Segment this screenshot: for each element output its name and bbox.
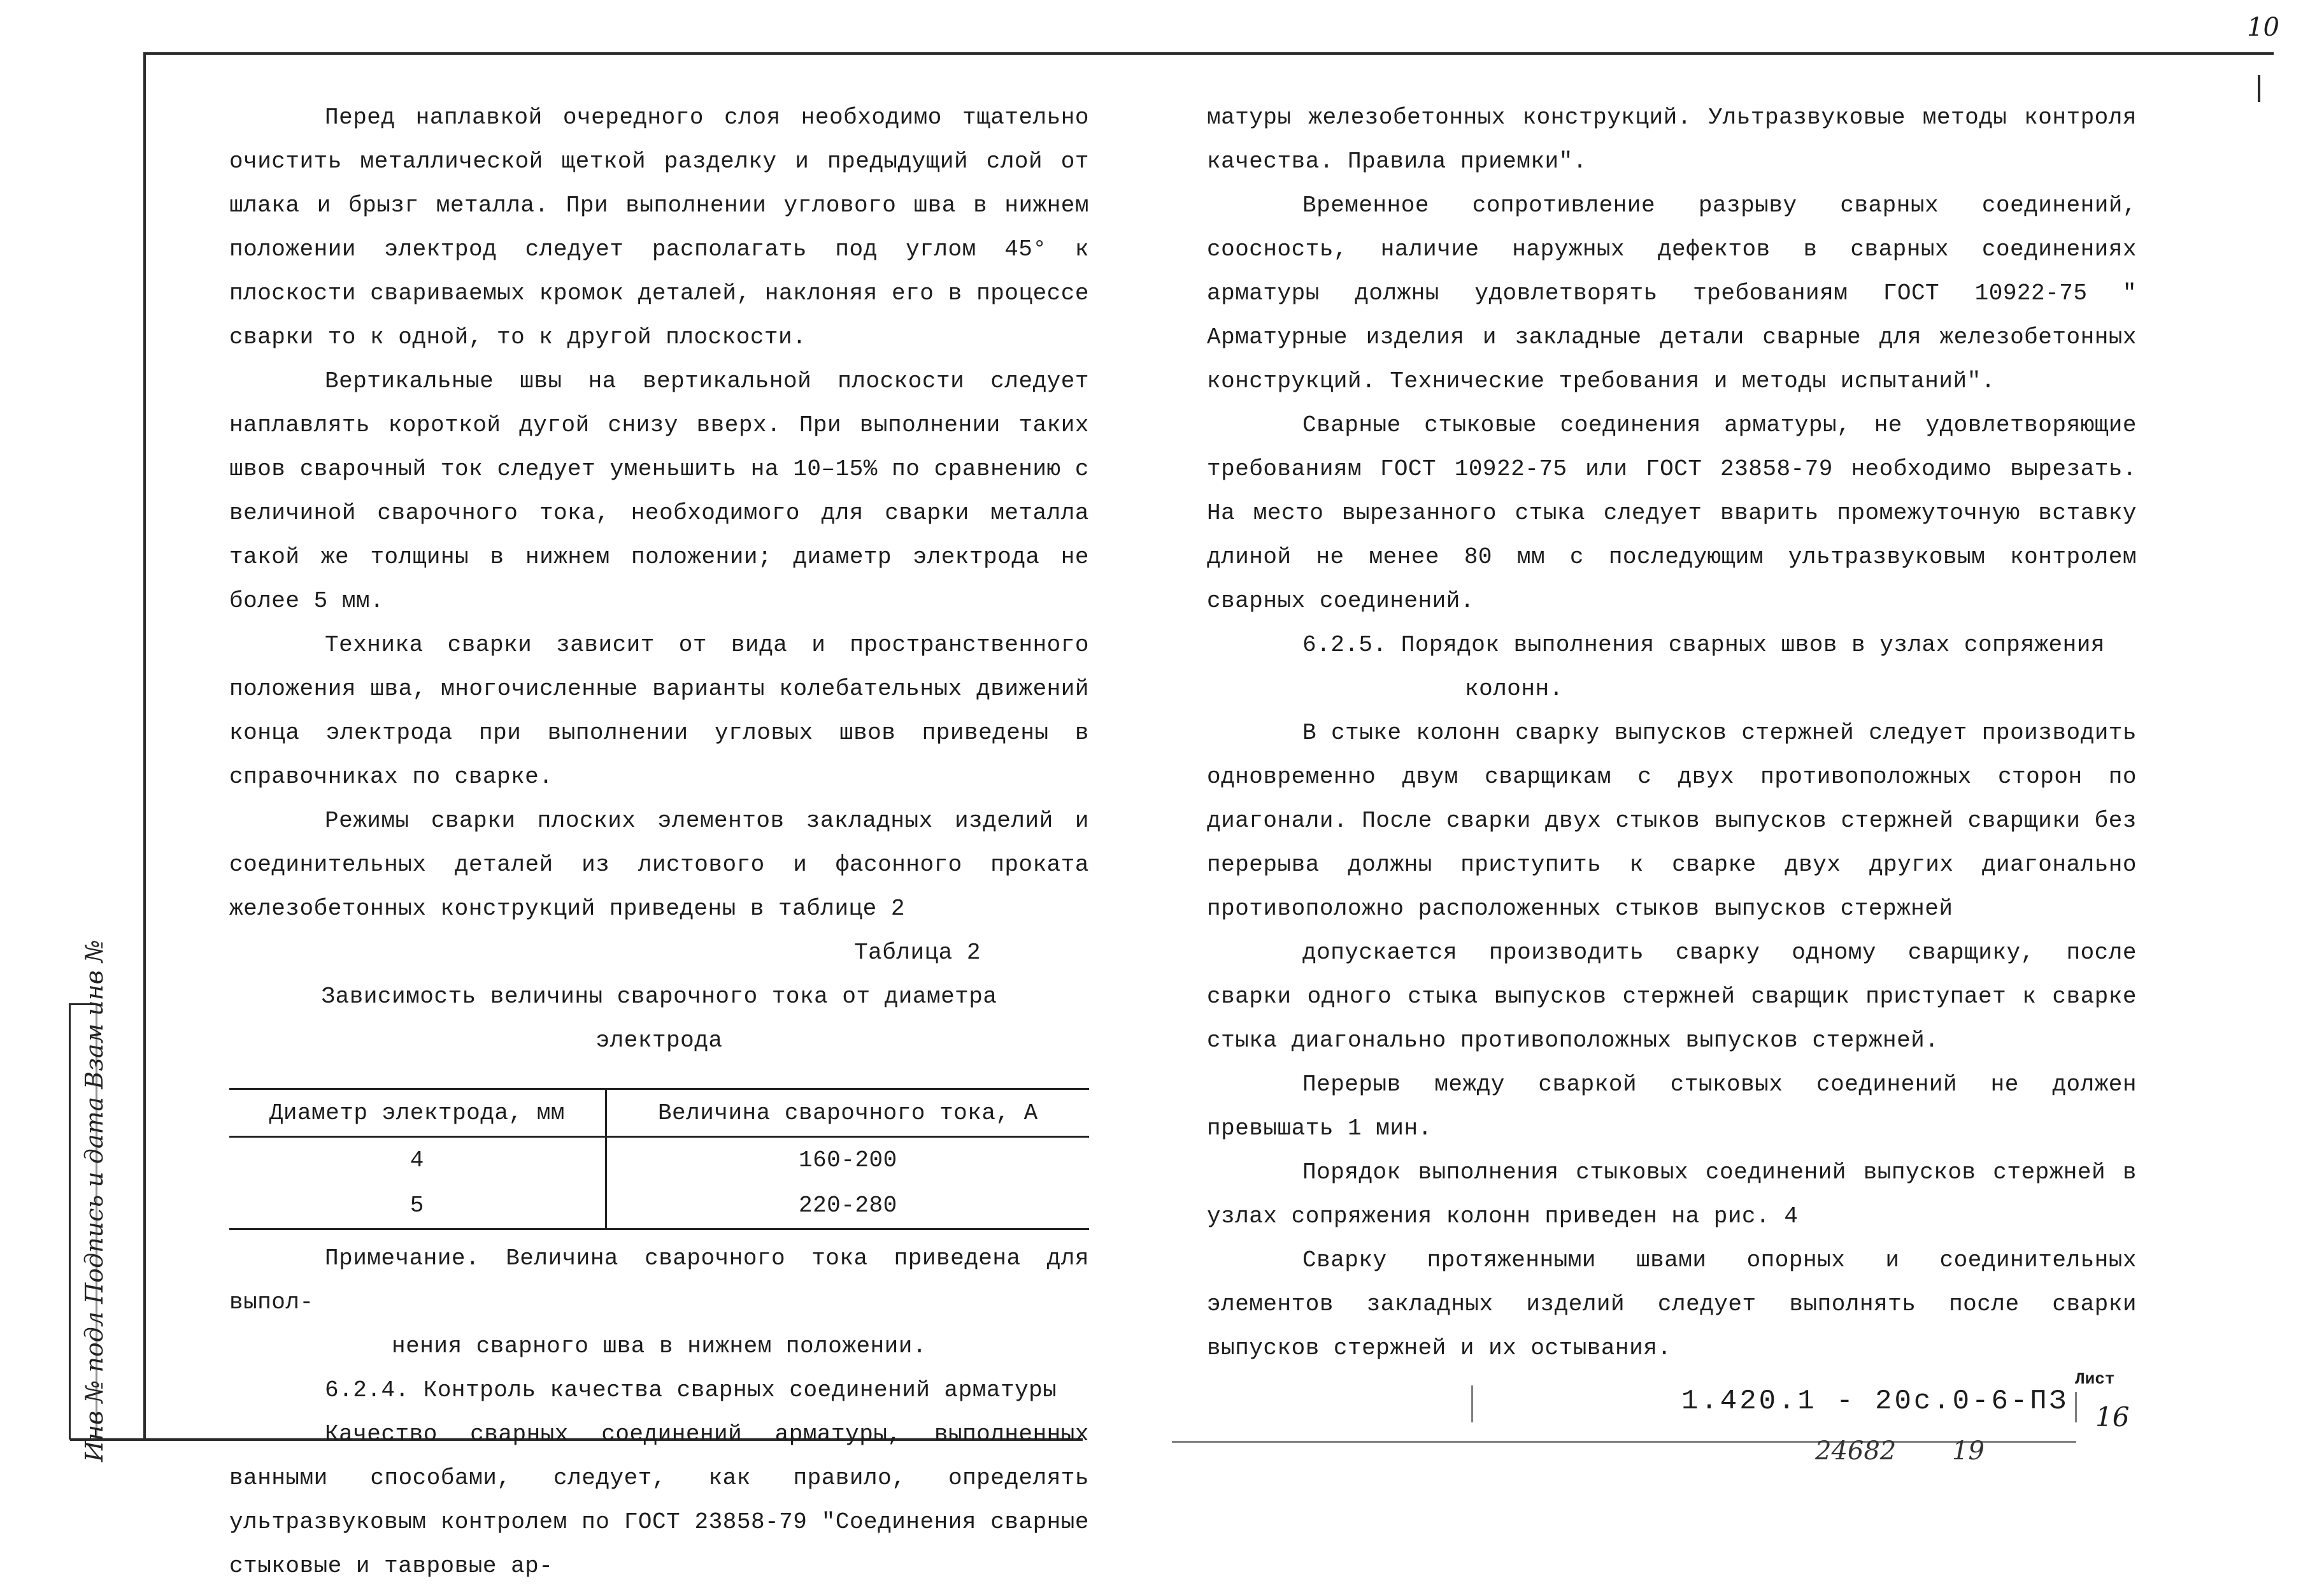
footer-divider-2	[2075, 1392, 2077, 1422]
sheet-label: Лист	[2075, 1370, 2115, 1389]
table-row	[229, 1137, 1089, 1184]
sheet-number: 16	[2095, 1401, 2130, 1433]
right-column	[1207, 96, 2137, 1370]
right-paragraph-4: В стыке колонн сварку выпусков стержней следует производить одновременно двум сварщикам с двух противоположных сторон по диагонали. После сварки двух стыков выпусков стержней сварщики без перерыва должны приступить к сварке двух других диагонально противоположно расположенных стыков выпусков стержней	[1207, 720, 2137, 922]
right-paragraph-1: матуры железобетонных конструкций. Ультразвуковые методы контроля качества. Правила приемки".	[1207, 104, 2137, 175]
side-stamp: Инв № подл Подпись и дата Взам инв №	[80, 940, 108, 1462]
table-label: Таблица 2	[854, 940, 981, 966]
section-625-heading-line-2: колонн.	[1465, 676, 1564, 702]
right-edge-mark	[2258, 75, 2260, 102]
corner-page-number: 10	[2247, 13, 2279, 42]
current-table	[229, 1088, 1089, 1230]
table-header-row	[229, 1089, 1089, 1137]
bottom-frame-line-right	[1172, 1441, 2076, 1443]
left-paragraph-4: Режимы сварки плоских элементов закладных изделий и соединительных деталей из листового и фасонного проката железобетонных конструкций приведены в таблице 2	[229, 808, 1089, 922]
note-line-2: нения сварного шва в нижнем положении.	[392, 1333, 927, 1359]
table-header-current: Величина сварочного тока, А	[606, 1089, 1089, 1137]
table-cell-current: 220-280	[606, 1183, 1089, 1229]
left-paragraph-1: Перед наплавкой очередного слоя необходимо тщательно очистить металлической щеткой разделку и предыдущий слой от шлака и брызг металла. При выполнении углового шва в нижнем положении электрод следует располагать под углом 45° к плоскости свариваемых кромок деталей, наклоняя его в процессе сварки то к одной, то к другой плоскости.	[229, 104, 1089, 350]
table-header-diameter: Диаметр электрода, мм	[229, 1089, 606, 1137]
right-paragraph-8: Сварку протяженными швами опорных и соединительных элементов закладных изделий следует выполнять после сварки выпусков стержней и их остывания.	[1207, 1247, 2137, 1361]
left-column	[229, 96, 1089, 1588]
left-paragraph-2: Вертикальные швы на вертикальной плоскости следует наплавлять короткой дугой снизу вверх. При выполнении таких швов сварочный ток следует уменьшить на 10–15% по сравнению с величиной сварочного тока, необходимого для сварки металла такой же толщины в нижнем положении; диаметр электрода не более 5 мм.	[229, 368, 1089, 614]
footer-divider-1	[1471, 1385, 1473, 1422]
right-paragraph-5: допускается производить сварку одному сварщику, после сварки одного стыка выпусков стержней сварщик приступает к сварке стыка диагонально противоположных выпусков стержней.	[1207, 940, 2137, 1054]
table-cell-current: 160-200	[606, 1137, 1089, 1184]
table-row	[229, 1183, 1089, 1229]
right-paragraph-7: Порядок выполнения стыковых соединений выпусков стержней в узлах сопряжения колонн приведен на рис. 4	[1207, 1159, 2137, 1229]
section-625-heading-line-1: 6.2.5. Порядок выполнения сварных швов в узлах сопряжения	[1302, 632, 2105, 658]
table-title-line-1: Зависимость величины сварочного тока от диаметра	[321, 984, 997, 1010]
note-line-1: Примечание. Величина сварочного тока приведена для выпол-	[229, 1245, 1089, 1315]
left-paragraph-5: Качество сварных соединений арматуры, выполненных ванными способами, следует, как правило, определять ультразвуковым контролем по ГОСТ 23858-79 "Соединения сварные стыковые и тавровые ар-	[229, 1421, 1089, 1579]
left-paragraph-3: Техника сварки зависит от вида и пространственного положения шва, многочисленные варианты колебательных движений конца электрода при выполнении угловых швов приведены в справочниках по сварке.	[229, 632, 1089, 790]
archive-number: 24682	[1815, 1436, 1897, 1466]
left-frame-line	[143, 52, 146, 1441]
table-cell-diameter: 5	[229, 1183, 606, 1229]
document-code: 1.420.1 - 20с.0-6-ПЗ	[1681, 1385, 2069, 1417]
archive-sheet-number: 19	[1952, 1436, 1985, 1466]
right-paragraph-2: Временное сопротивление разрыву сварных соединений, соосность, наличие наружных дефектов в сварных соединениях арматуры должны удовлетворять требованиям ГОСТ 10922-75 " Арматурные изделия и закладные детали сварные для железобетонных конструкций. Технические требования и методы испытаний".	[1207, 192, 2137, 394]
top-frame-line	[143, 52, 2274, 55]
table-title-line-2: электрода	[595, 1027, 723, 1054]
right-paragraph-6: Перерыв между сваркой стыковых соединений не должен превышать 1 мин.	[1207, 1071, 2137, 1141]
section-624-heading: 6.2.4. Контроль качества сварных соединений арматуры	[325, 1377, 1057, 1403]
right-paragraph-3: Сварные стыковые соединения арматуры, не удовлетворяющие требованиям ГОСТ 10922-75 или ГОСТ 23858-79 необходимо вырезать. На место вырезанного стыка следует вварить промежуточную вставку длиной не менее 80 мм с последующим ультразвуковым контролем сварных соединений.	[1207, 412, 2137, 614]
table-cell-diameter: 4	[410, 1147, 424, 1173]
